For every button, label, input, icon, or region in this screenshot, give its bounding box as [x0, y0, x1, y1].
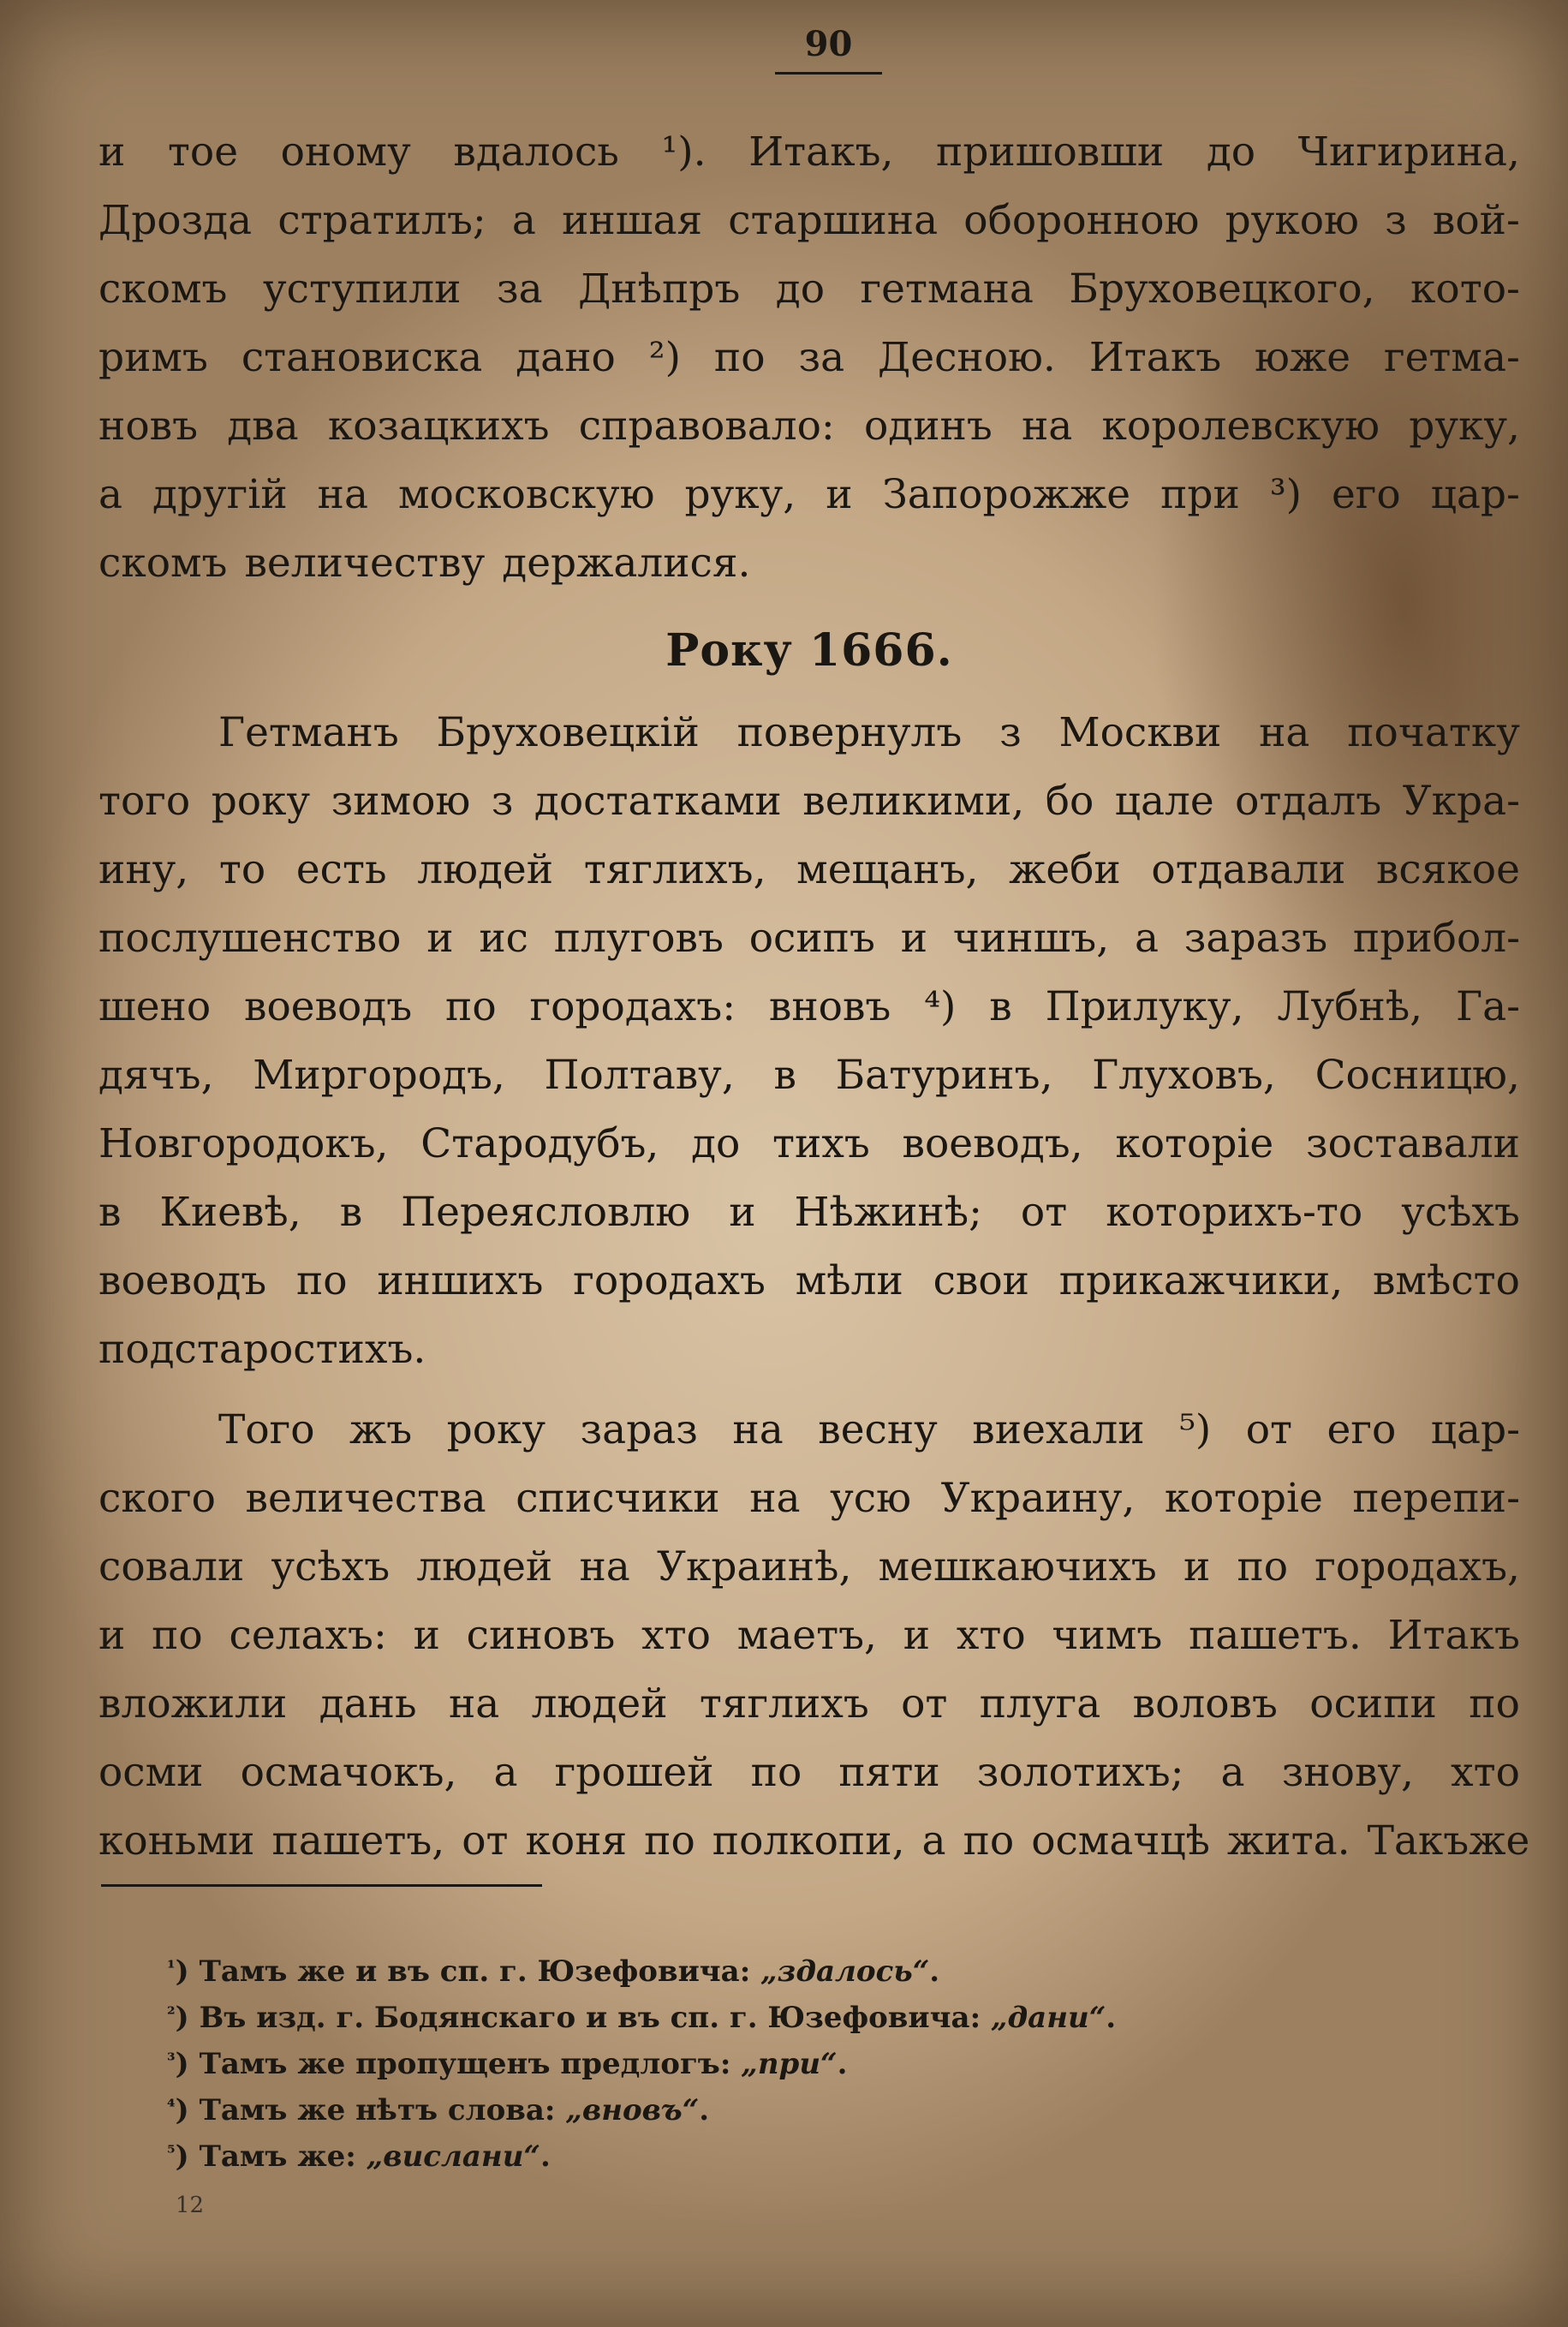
word: гетма- — [1383, 334, 1520, 381]
word: людей — [417, 846, 554, 893]
text-line — [98, 1247, 1520, 1316]
word: синовъ — [466, 1612, 616, 1659]
word: тяглихъ, — [583, 846, 766, 893]
word: и — [903, 1612, 931, 1659]
word: и — [426, 915, 454, 962]
word: Лубнѣ, — [1277, 983, 1423, 1030]
word: и — [1183, 1543, 1211, 1590]
word: которихъ-то — [1106, 1189, 1363, 1236]
word: иншая — [562, 197, 703, 244]
text-line — [98, 699, 1520, 767]
footnote-text: ) Тамъ же нѣтъ слова: — [175, 2093, 566, 2127]
word: початку — [1347, 709, 1520, 756]
word: коня — [525, 1817, 628, 1865]
word: одинъ — [863, 403, 993, 450]
word: осипъ — [748, 915, 875, 962]
section-heading: Року 1666. — [665, 624, 953, 677]
word: по — [750, 1749, 802, 1796]
word: з — [1385, 197, 1407, 244]
word: Бруховецкого, — [1069, 266, 1375, 313]
word: по — [445, 983, 497, 1030]
text-line — [98, 1807, 1530, 1876]
word: воеводъ — [98, 1257, 267, 1304]
word: городахъ — [573, 1257, 766, 1304]
text-line — [98, 1041, 1520, 1110]
word: золотихъ; — [976, 1749, 1184, 1796]
word: Прилуку, — [1045, 983, 1244, 1030]
word: московскую — [397, 471, 655, 518]
word: Переясловлю — [401, 1189, 691, 1236]
word: и — [900, 915, 928, 962]
paragraph-3 — [98, 1396, 1530, 1876]
word: з — [999, 709, 1022, 756]
word: которіе — [1164, 1475, 1323, 1522]
text-line — [98, 1178, 1520, 1247]
word: ис — [479, 915, 528, 962]
word: зоставали — [1305, 1120, 1520, 1167]
word: совали — [98, 1543, 245, 1590]
footnote-number: ⁴ — [167, 2096, 176, 2118]
word: кото- — [1410, 266, 1520, 313]
word: которіе — [1115, 1120, 1274, 1167]
word: жеби — [1009, 846, 1121, 893]
text-line — [98, 1396, 1520, 1465]
footnote-quote: „виcлани“ — [366, 2139, 540, 2174]
text-line — [98, 836, 1520, 904]
word: дячъ, — [98, 1052, 214, 1099]
word: Украинѣ, — [657, 1543, 852, 1590]
word: Гетманъ — [218, 709, 399, 756]
paragraph-1 — [98, 118, 1520, 598]
text-line — [98, 1533, 1520, 1602]
word: по — [152, 1612, 203, 1659]
word: в — [98, 1189, 122, 1236]
word: прибол- — [1352, 915, 1520, 962]
word: и — [413, 1612, 440, 1659]
word: мѣли — [795, 1257, 903, 1304]
word: чиншъ, — [952, 915, 1110, 962]
word: на — [1259, 709, 1310, 756]
word: послушенство — [98, 915, 402, 962]
word: того — [98, 778, 191, 825]
word: мещанъ, — [796, 846, 979, 893]
footnote-end: . — [1106, 2001, 1117, 2035]
word: а — [1220, 1749, 1245, 1796]
word: Сосницю, — [1315, 1052, 1520, 1099]
word: Бруховецкій — [436, 709, 700, 756]
footnote-text: ) Въ изд. г. Бодянскаго и въ сп. г. Юзефовича: — [175, 2001, 991, 2035]
word: списчики — [516, 1475, 720, 1522]
word: цар- — [1430, 471, 1520, 518]
word: и — [729, 1189, 756, 1236]
word: вложили — [98, 1680, 288, 1727]
footnote-end: . — [699, 2093, 710, 2127]
text-line — [98, 1316, 1520, 1384]
word: вмѣсто — [1372, 1257, 1520, 1304]
word: на — [579, 1543, 630, 1590]
word: року — [211, 778, 311, 825]
text-line — [98, 904, 1520, 973]
header-rule — [775, 72, 882, 75]
word: коньми — [98, 1817, 255, 1865]
paragraph-gap — [98, 1384, 1520, 1396]
word: Га- — [1455, 983, 1520, 1030]
word: в — [989, 983, 1012, 1030]
word: Укра- — [1402, 778, 1520, 825]
footnote-number: ² — [167, 2003, 176, 2026]
word: грошей — [554, 1749, 714, 1796]
word: полкопи, — [712, 1817, 905, 1865]
footnote-number: ³ — [167, 2050, 176, 2072]
word: пяти — [838, 1749, 940, 1796]
text-line — [98, 1465, 1520, 1533]
text-line — [98, 1739, 1520, 1807]
word: Батуринъ, — [835, 1052, 1053, 1099]
word: усѣхъ — [271, 1543, 391, 1590]
word: и — [98, 1612, 126, 1659]
word: воеводъ, — [902, 1120, 1083, 1167]
word: при — [1160, 471, 1240, 518]
footnote-quote: „при“ — [741, 2047, 838, 2081]
word: дань — [319, 1680, 417, 1727]
word: его — [1331, 471, 1401, 518]
word: мешкаючихъ — [878, 1543, 1157, 1590]
word: чимъ — [1052, 1612, 1163, 1659]
printer-signature: 12 — [176, 2193, 205, 2218]
word: ¹). — [661, 128, 706, 176]
text-line — [98, 255, 1520, 324]
word: новъ — [98, 403, 198, 450]
word: держалися. — [502, 540, 751, 587]
word: до — [775, 266, 826, 313]
word: юже — [1255, 334, 1351, 381]
word: а — [98, 471, 123, 518]
word: заразъ — [1183, 915, 1328, 962]
word: два — [227, 403, 299, 450]
word: зимою — [331, 778, 471, 825]
word: великими, — [802, 778, 1025, 825]
footnote — [167, 2133, 1366, 2180]
word: величеству — [244, 540, 486, 587]
word: городахъ: — [529, 983, 736, 1030]
word: Москви — [1058, 709, 1222, 756]
word: оному — [280, 128, 411, 176]
word: Итакъ — [1387, 1612, 1520, 1659]
word: другій — [152, 471, 288, 518]
word: от — [462, 1817, 509, 1865]
word: до — [691, 1120, 741, 1167]
word: королевскую — [1101, 403, 1380, 450]
word: Чигирина, — [1297, 128, 1520, 176]
word: тое — [167, 128, 239, 176]
word: за — [496, 266, 543, 313]
word: усю — [830, 1475, 912, 1522]
word: весну — [818, 1406, 938, 1453]
word: в — [773, 1052, 796, 1099]
word: на — [448, 1680, 500, 1727]
word: достатками — [534, 778, 782, 825]
word: иншихъ — [377, 1257, 544, 1304]
word: Нѣжинѣ; — [794, 1189, 982, 1236]
word: пашетъ, — [271, 1817, 445, 1865]
footnote-text: ) Тамъ же и въ сп. г. Юзефовича: — [175, 1954, 761, 1989]
word: ⁴) — [924, 983, 957, 1030]
word: з — [491, 778, 514, 825]
word: по — [963, 1817, 1015, 1865]
word: плуга — [979, 1680, 1101, 1727]
word: маетъ, — [736, 1612, 877, 1659]
word: Днѣпръ — [578, 266, 741, 313]
word: жита. — [1227, 1817, 1350, 1865]
text-line — [98, 1602, 1520, 1670]
word: жъ — [349, 1406, 413, 1453]
word: осми — [98, 1749, 204, 1796]
word: хто — [956, 1612, 1026, 1659]
word: плуговъ — [553, 915, 724, 962]
footnote-quote: „вновъ“ — [565, 2093, 700, 2127]
word: отдавали — [1151, 846, 1346, 893]
word: осипи — [1309, 1680, 1437, 1727]
footnote — [167, 1995, 1366, 2041]
text-line — [98, 392, 1520, 461]
word: оборонною — [963, 197, 1200, 244]
word: рукою — [1225, 197, 1359, 244]
word: скомъ — [98, 266, 228, 313]
text-line — [98, 529, 1520, 598]
footnote-quote: „здалось“ — [760, 1954, 930, 1989]
text-line — [98, 1110, 1520, 1178]
word: а — [511, 197, 536, 244]
text-line — [98, 973, 1520, 1041]
word: людей — [531, 1680, 668, 1727]
text-line — [98, 118, 1520, 187]
word: уступили — [262, 266, 462, 313]
word: руку, — [1409, 403, 1520, 450]
word: по — [713, 334, 766, 381]
text-line — [98, 1670, 1520, 1739]
word: хто — [1451, 1749, 1520, 1796]
word: величества — [245, 1475, 486, 1522]
word: тяглихъ — [699, 1680, 869, 1727]
word: на — [1021, 403, 1073, 450]
footnote-rule — [101, 1884, 542, 1887]
footnote-number: ⁵ — [167, 2142, 176, 2164]
word: Такъже — [1367, 1817, 1530, 1865]
word: скомъ — [98, 540, 228, 587]
word: руку, — [684, 471, 796, 518]
word: становиска — [241, 334, 483, 381]
footnote-end: . — [837, 2047, 848, 2081]
word: всякое — [1375, 846, 1520, 893]
footnotes — [167, 1948, 1366, 2180]
word: Миргородъ, — [253, 1052, 505, 1099]
word: римъ — [98, 334, 208, 381]
word: подстаростихъ. — [98, 1326, 426, 1373]
word: Украину, — [940, 1475, 1136, 1522]
word: осмачокъ, — [240, 1749, 457, 1796]
footnote-end: . — [540, 2139, 551, 2174]
word: Глуховъ, — [1092, 1052, 1276, 1099]
word: цале — [1114, 778, 1214, 825]
word: а — [493, 1749, 518, 1796]
word: вновъ — [768, 983, 891, 1030]
word: а — [1134, 915, 1159, 962]
word: и — [98, 128, 126, 176]
footnote-text: ) Тамъ же пропущенъ предлогъ: — [175, 2047, 742, 2081]
word: ину, — [98, 846, 189, 893]
word: хто — [641, 1612, 711, 1659]
word: от — [1245, 1406, 1293, 1453]
word: стратилъ; — [277, 197, 486, 244]
word: по — [644, 1817, 695, 1865]
word: на — [317, 471, 368, 518]
footnote — [167, 2087, 1366, 2133]
word: Запорожже — [882, 471, 1131, 518]
word: тихъ — [772, 1120, 870, 1167]
word: зараз — [580, 1406, 698, 1453]
word: его — [1327, 1406, 1397, 1453]
word: отдалъ — [1235, 778, 1382, 825]
word: Дрозда — [98, 197, 253, 244]
word: воеводъ — [244, 983, 413, 1030]
word: ³) — [1269, 471, 1302, 518]
word: по — [1469, 1680, 1520, 1727]
word: Итакъ — [1088, 334, 1222, 381]
word: року — [446, 1406, 546, 1453]
word: ⁵) — [1179, 1406, 1212, 1453]
word: гетмана — [860, 266, 1034, 313]
word: то — [218, 846, 266, 893]
word: и — [826, 471, 853, 518]
word: бо — [1045, 778, 1094, 825]
word: дано — [516, 334, 616, 381]
text-line — [98, 324, 1520, 392]
word: повернулъ — [736, 709, 963, 756]
word: осмачцѣ — [1031, 1817, 1211, 1865]
word: прикажчики, — [1058, 1257, 1344, 1304]
footnote — [167, 1948, 1366, 1995]
word: на — [749, 1475, 801, 1522]
word: цар- — [1430, 1406, 1520, 1453]
text-line — [98, 461, 1520, 529]
word: от — [1020, 1189, 1068, 1236]
word: Полтаву, — [544, 1052, 735, 1099]
word: ского — [98, 1475, 216, 1522]
footnote-end: . — [929, 1954, 940, 1989]
text-line — [98, 767, 1520, 836]
word: Новгородокъ, — [98, 1120, 389, 1167]
word: а — [921, 1817, 946, 1865]
word: вдалось — [453, 128, 619, 176]
word: селахъ: — [229, 1612, 387, 1659]
text-line — [98, 187, 1520, 255]
word: пашетъ. — [1189, 1612, 1362, 1659]
word: по — [295, 1257, 348, 1304]
footnote-number: ¹ — [167, 1957, 176, 1979]
body-text — [98, 118, 1530, 1876]
word: Итакъ, — [748, 128, 894, 176]
word: шено — [98, 983, 212, 1030]
word: знову, — [1281, 1749, 1414, 1796]
word: Десною. — [878, 334, 1056, 381]
word: пришовши — [936, 128, 1165, 176]
word: до — [1206, 128, 1256, 176]
footnote-quote: „дани“ — [990, 2001, 1106, 2035]
word: перепи- — [1352, 1475, 1520, 1522]
word: людей — [416, 1543, 553, 1590]
word: ²) — [648, 334, 681, 381]
paragraph-2 — [98, 699, 1520, 1384]
word: за — [798, 334, 845, 381]
footnote — [167, 2041, 1366, 2087]
word: воловъ — [1132, 1680, 1278, 1727]
word: вой- — [1432, 197, 1520, 244]
word: по — [1237, 1543, 1289, 1590]
word: есть — [295, 846, 387, 893]
word: свои — [933, 1257, 1029, 1304]
word: усѣхъ — [1401, 1189, 1520, 1236]
word: городахъ, — [1315, 1543, 1520, 1590]
footnote-text: ) Тамъ же: — [175, 2139, 367, 2174]
word: козацкихъ — [327, 403, 550, 450]
page-number: 90 — [804, 24, 853, 64]
word: от — [901, 1680, 948, 1727]
word: Стародубъ, — [420, 1120, 659, 1167]
word: старшина — [728, 197, 939, 244]
word: на — [732, 1406, 784, 1453]
word: виехали — [972, 1406, 1145, 1453]
word: Киевѣ, — [159, 1189, 301, 1236]
word: справовало: — [578, 403, 835, 450]
word: в — [339, 1189, 363, 1236]
word: Того — [218, 1406, 315, 1453]
